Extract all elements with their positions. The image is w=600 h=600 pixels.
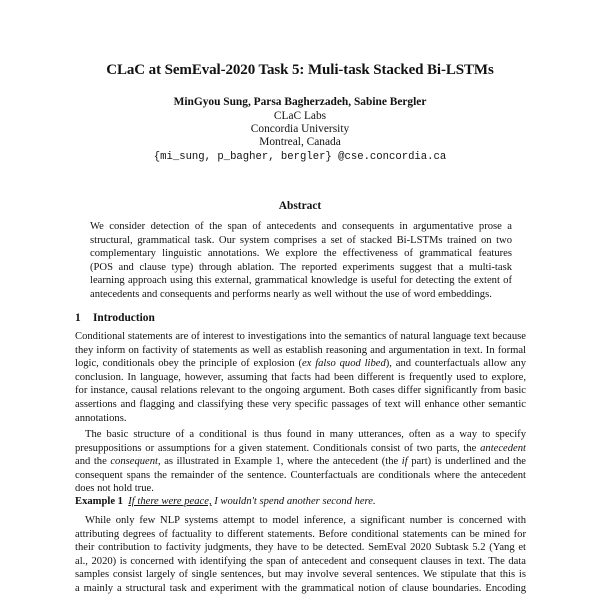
paragraph-line: consequent spans the remainder of the sentence. Counterfactuals are conditionals where the antecedent <box>75 469 526 481</box>
abstract-line: (POS and clause type) through ablation. The reported experiments suggest that a multi-task <box>90 261 512 273</box>
example-antecedent: If there were peace, <box>128 496 212 507</box>
term-antecedent: antecedent <box>480 442 526 454</box>
affiliation-university: Concordia University <box>250 123 350 135</box>
paragraph-line: While only few NLP systems attempt to model inference, a significant number is concerned with <box>85 515 526 526</box>
abstract-line: We consider detection of the span of antecedents and consequents in argumentative prose a <box>90 221 512 232</box>
email-text[interactable]: {mi_sung, p_bagher, bergler} @cse.concordia.ca <box>153 151 447 163</box>
paragraph-line: Conditional statements are of interest to investigations into the semantics of natural language text because <box>75 331 526 342</box>
example-1 <box>75 496 376 507</box>
section-number: 1 <box>75 312 81 324</box>
paragraph-line: their contribution to factivity judgments, they have to be detected. SemEval 2020 Subtask 5.2 (Yang et <box>75 542 526 554</box>
paragraph-line: al., 2020) is concerned with identifying the span of antecedent and consequent clauses in text. The data <box>75 555 526 567</box>
intro-paragraph-2 <box>75 428 526 496</box>
paragraph-line: and the consequent, as illustrated in Example 1, where the antecedent (the if part) is underlined and the <box>75 456 526 468</box>
paragraph-line: conclusion. In language, however, assuming that facts had been different is frequently used to explore, <box>75 371 526 383</box>
paragraph-line: does not hold true. <box>75 483 154 495</box>
paragraph-line: attributing degrees of factuality to different statements. Before conditional statements can be mined for <box>75 528 526 540</box>
author-list: MinGyou Sung, Parsa Bagherzadeh, Sabine Bergler <box>173 96 427 108</box>
term-consequent: consequent <box>110 456 159 468</box>
intro-paragraph-1 <box>75 330 526 425</box>
abstract-heading: Abstract <box>278 200 322 212</box>
paragraph-line: assertions and flagging and classifying these very specific passages of text will enhance other semantic <box>75 398 526 410</box>
author-email[interactable] <box>0 150 600 163</box>
affiliation-location: Montreal, Canada <box>259 136 341 148</box>
paragraph-line: logic, conditionals obey the principle of explosion (ex falso quod libed), and counterfactuals allow any <box>75 358 527 370</box>
abstract-line: antecedents and consequents and performs nearly as well without the use of word embeddings. <box>90 288 492 300</box>
latin-phrase: ex falso quod libed <box>301 358 386 370</box>
abstract-line: complementary linguistic annotations. We explore the effectiveness of grammatical features <box>90 248 512 260</box>
paragraph-line: The basic structure of a conditional is thus found in many utterances, often as a way to specify <box>85 429 526 440</box>
intro-paragraph-3 <box>75 514 526 596</box>
section-heading-introduction <box>75 312 155 324</box>
affiliation-lab: CLaC Labs <box>273 110 327 122</box>
paragraph-line: a mainly a structural task and experiment with the grammatical notion of clause boundaries. Encoding <box>75 582 526 594</box>
paragraph-line: they inform on factivity of statements as well as establish reasoning and argumentation in text. In formal <box>75 344 526 356</box>
paragraph-line: for instance, causal relations relevant to the ongoing argument. Both cases differ significantly from basic <box>75 385 526 397</box>
example-label: Example 1 <box>75 496 123 507</box>
example-consequent: I wouldn't spend another second here. <box>211 496 376 507</box>
paragraph-line: presuppositions or assumptions for a given statement. Conditionals consist of two parts, the antecedent <box>75 442 526 454</box>
abstract-line: structural, grammatical task. Our system comprises a set of stacked Bi-LSTMs trained on two <box>90 234 512 246</box>
abstract-line: learning approach using this external, grammatical knowledge is useful for detecting the extent of <box>90 275 512 287</box>
paper-title: CLaC at SemEval-2020 Task 5: Muli-task Stacked Bi-LSTMs <box>106 62 494 78</box>
section-title: Introduction <box>93 312 155 324</box>
paragraph-line: annotations. <box>75 412 127 424</box>
paragraph-line: samples consist largely of single sentences, but may involve several sentences. We stipulate that this is <box>75 569 526 581</box>
abstract-body <box>90 220 512 302</box>
